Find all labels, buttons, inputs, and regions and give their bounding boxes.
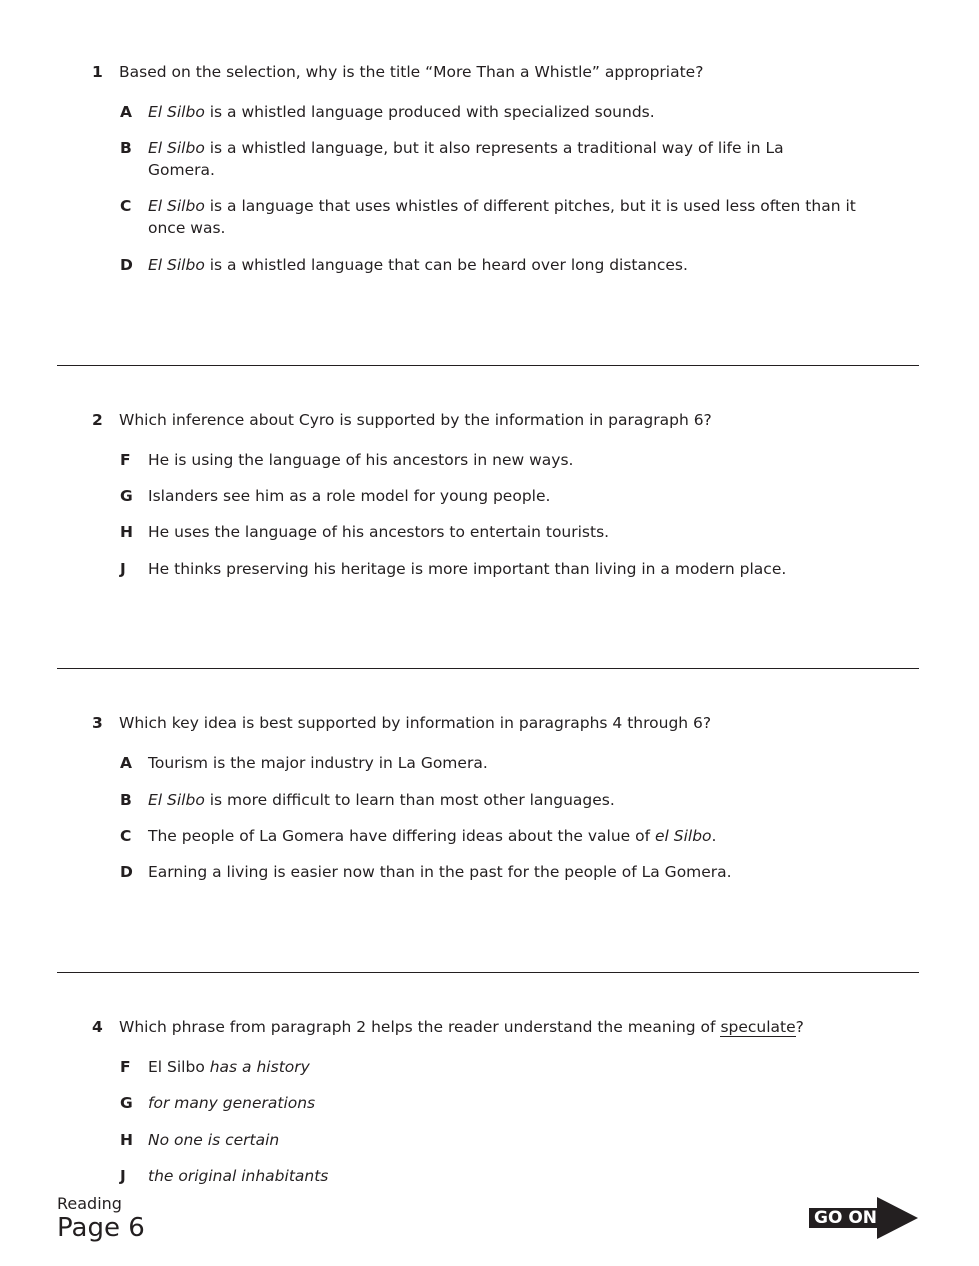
option-letter: J xyxy=(120,1167,126,1185)
answer-option-f[interactable]: F He is using the language of his ancestors in new ways. xyxy=(120,451,574,469)
option-letter: J xyxy=(120,560,126,578)
answer-option-g[interactable]: G for many generations xyxy=(120,1094,316,1112)
question-number: 1 xyxy=(92,63,103,81)
section-divider xyxy=(57,668,919,669)
answer-option-g[interactable]: G Islanders see him as a role model for young people. xyxy=(120,487,551,505)
go-on-label: GO ON xyxy=(814,1208,878,1228)
question-stem: 4 Which phrase from paragraph 2 helps the reader understand the meaning of speculate? xyxy=(92,1018,804,1036)
answer-option-a[interactable]: A El Silbo is a whistled language produced with specialized sounds. xyxy=(120,103,655,121)
question-number: 2 xyxy=(92,411,103,429)
answer-option-h[interactable]: H No one is certain xyxy=(120,1131,280,1149)
answer-option-j[interactable]: J He thinks preserving his heritage is more important than living in a modern place. xyxy=(120,560,787,578)
section-divider xyxy=(57,365,919,366)
option-letter: D xyxy=(120,863,133,881)
question-text: Based on the selection, why is the title “More Than a Whistle” appropriate? xyxy=(119,63,704,81)
go-on-button[interactable] xyxy=(809,1197,919,1239)
section-divider xyxy=(57,972,919,973)
option-letter: C xyxy=(120,197,132,215)
answer-option-f[interactable]: F El Silbo has a history xyxy=(120,1058,310,1076)
answer-option-c[interactable]: C The people of La Gomera have differing ideas about the value of el Silbo. xyxy=(120,827,717,845)
answer-option-d[interactable]: D Earning a living is easier now than in the past for the people of La Gomera. xyxy=(120,863,732,881)
answer-option-j[interactable]: J the original inhabitants xyxy=(120,1167,329,1185)
option-letter: H xyxy=(120,1131,133,1149)
question-text: Which key idea is best supported by information in paragraphs 4 through 6? xyxy=(119,714,712,732)
underlined-word: speculate xyxy=(720,1018,796,1036)
question-stem xyxy=(92,712,892,734)
answer-option-b[interactable]: B El Silbo is a whistled language, but it also represents a traditional way of life in La Gomera. xyxy=(120,139,784,179)
option-letter: H xyxy=(120,523,133,541)
question-number: 4 xyxy=(92,1018,103,1036)
answer-option-a[interactable]: A Tourism is the major industry in La Gomera. xyxy=(120,754,488,772)
option-letter: D xyxy=(120,256,133,274)
question-stem xyxy=(92,61,892,83)
answer-option-d[interactable]: D El Silbo is a whistled language that can be heard over long distances. xyxy=(120,256,688,274)
answer-option-h[interactable]: H He uses the language of his ancestors to entertain tourists. xyxy=(120,523,610,541)
option-letter: F xyxy=(120,451,131,469)
question-text: Which phrase from paragraph 2 helps the reader understand the meaning of xyxy=(119,1018,721,1036)
option-letter: C xyxy=(120,827,132,845)
option-letter: G xyxy=(120,1094,133,1112)
option-letter: B xyxy=(120,139,132,157)
footer-page-number: Page 6 xyxy=(57,1213,145,1243)
question-text: Which inference about Cyro is supported by the information in paragraph 6? xyxy=(119,411,712,429)
footer-section-label: Reading xyxy=(57,1194,122,1213)
arrow-right-icon xyxy=(877,1197,918,1239)
option-letter: A xyxy=(120,103,132,121)
question-number: 3 xyxy=(92,714,103,732)
answer-option-b[interactable]: B El Silbo is more difficult to learn than most other languages. xyxy=(120,791,615,809)
question-stem xyxy=(92,409,892,431)
option-letter: B xyxy=(120,791,132,809)
option-letter: G xyxy=(120,487,133,505)
option-letter: A xyxy=(120,754,132,772)
answer-option-c[interactable]: C El Silbo is a language that uses whistles of different pitches, but it is used less often than it once was. xyxy=(120,197,856,237)
option-letter: F xyxy=(120,1058,131,1076)
